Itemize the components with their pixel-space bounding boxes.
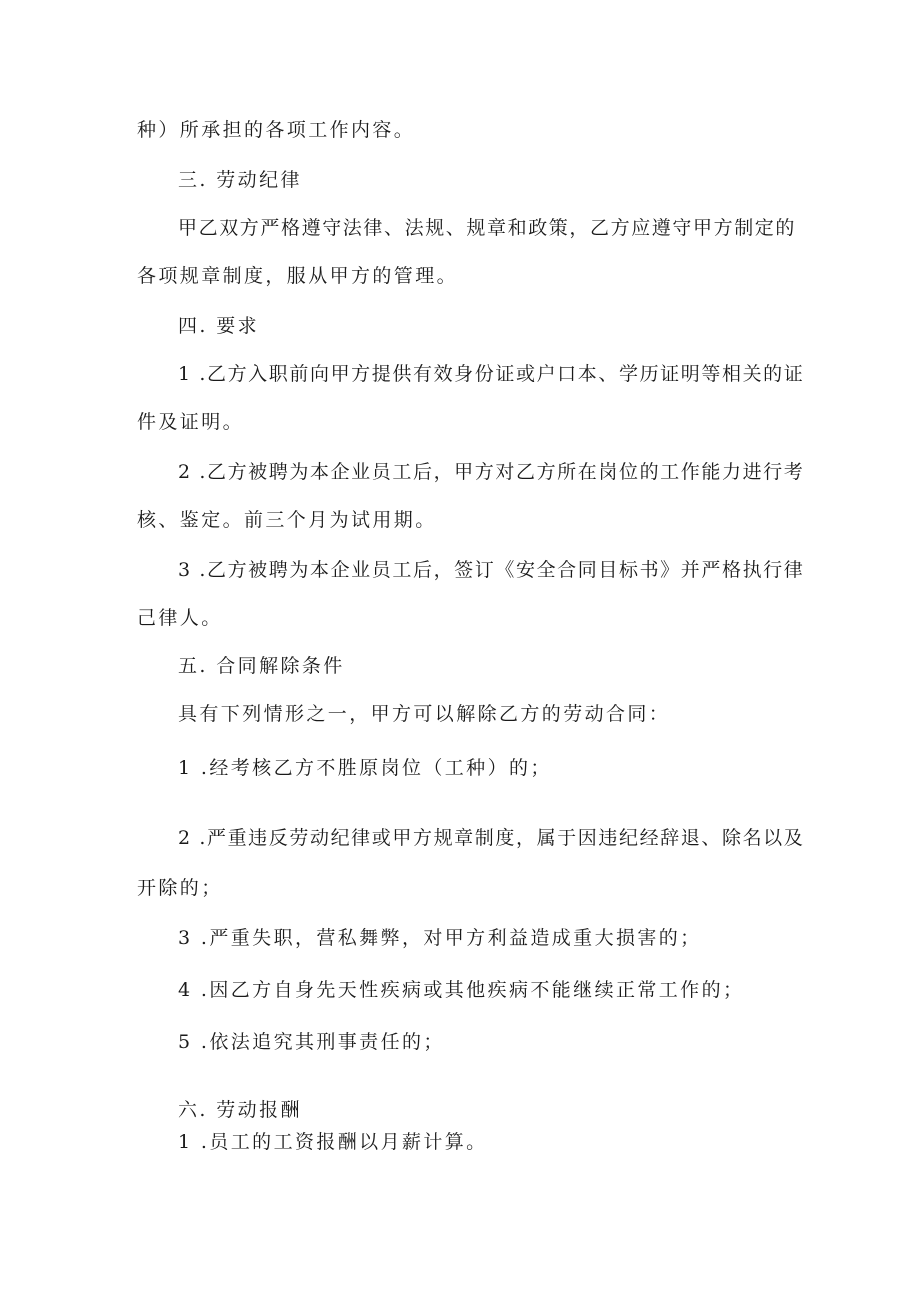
paragraph-line: 开除的； xyxy=(137,877,223,899)
list-item: 2 .严重违反劳动纪律或甲方规章制度，属于因违纪经辞退、除名以及 xyxy=(178,827,805,849)
list-item: 1 .乙方入职前向甲方提供有效身份证或户口本、学历证明等相关的证 xyxy=(178,363,805,385)
paragraph-line: 各项规章制度，服从甲方的管理。 xyxy=(137,265,459,287)
list-item: 4 .因乙方自身先天性疾病或其他疾病不能继续正常工作的； xyxy=(178,979,745,1001)
paragraph-line: 甲乙双方严格遵守法律、法规、规章和政策，乙方应遵守甲方制定的 xyxy=(178,217,797,239)
paragraph-line: 核、鉴定。前三个月为试用期。 xyxy=(137,509,437,531)
list-item: 2 .乙方被聘为本企业员工后，甲方对乙方所在岗位的工作能力进行考 xyxy=(178,461,805,483)
section-heading: 三. 劳动纪律 xyxy=(178,169,302,191)
list-item: 3 .乙方被聘为本企业员工后，签订《安全合同目标书》并严格执行律 xyxy=(178,559,805,581)
section-heading: 四. 要求 xyxy=(178,315,260,337)
paragraph-line: 件及证明。 xyxy=(137,411,245,433)
list-item: 1 .员工的工资报酬以月薪计算。 xyxy=(178,1131,488,1153)
paragraph-line: 己律人。 xyxy=(137,607,223,629)
section-heading: 六. 劳动报酬 xyxy=(178,1099,302,1121)
list-item: 3 .严重失职，营私舞弊，对甲方利益造成重大损害的； xyxy=(178,927,702,949)
list-item: 1 .经考核乙方不胜原岗位（工种）的； xyxy=(178,757,552,779)
paragraph-line: 具有下列情形之一，甲方可以解除乙方的劳动合同： xyxy=(178,703,671,725)
paragraph-line: 种）所承担的各项工作内容。 xyxy=(137,119,416,141)
section-heading: 五. 合同解除条件 xyxy=(178,655,345,677)
list-item: 5 .依法追究其刑事责任的； xyxy=(178,1031,445,1053)
